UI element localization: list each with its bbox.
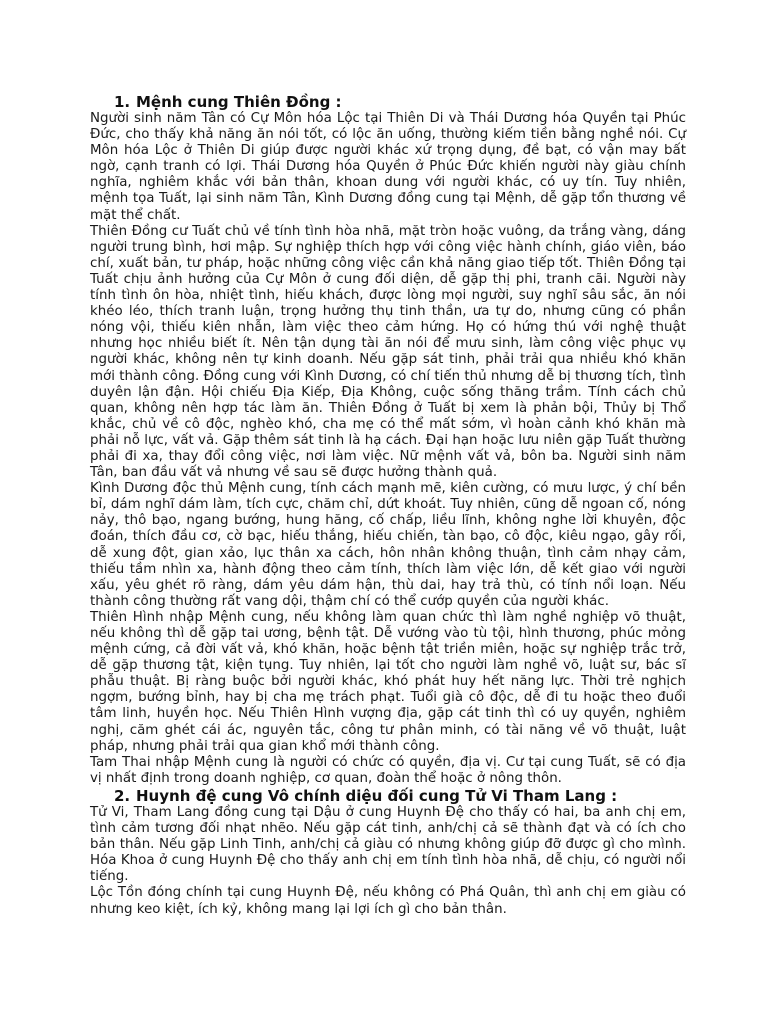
section-1-paragraph-3: Kình Dương độc thủ Mệnh cung, tính cách mạnh mẽ, kiên cường, có mưu lược, ý chí bền bỉ, dám nghĩ dám làm, tích cực, chăm chỉ, dứt khoát. Tuy nhiên, cũng dễ ngoan cố, nóng nảy, thô bạo, ngang bướng, hung hăng, cố chấp, liều lĩnh, không nghe lời khuyên, độc đoán, thích đầu cơ, cờ bạc, hiếu thắng, hiếu chiến, tàn bạo, cô độc, kiêu ngạo, gây rối, dễ xung đột, gian xảo, lục thân xa cách, hôn nhân không thuận, tình cảm nhạy cảm, thiếu tầm nhìn xa, hành động theo cảm tính, thích làm việc lớn, dễ kết giao với người xấu, yêu ghét rõ ràng, dám yêu dám hận, thù dai, hay trả thù, có tính nổi loạn. Nếu thành công thường rất vang dội, thậm chí có thể cướp quyền của người khác. bbox=[90, 481, 686, 609]
section-2-paragraph-1: Tử Vi, Tham Lang đồng cung tại Dậu ở cung Huynh Đệ cho thấy có hai, ba anh chị em, tình cảm tương đối nhạt nhẽo. Nếu gặp cát tinh, anh/chị cả sẽ thành đạt và có ích cho bản thân. Nếu gặp Linh Tinh, anh/chị cả giàu có nhưng không giúp đỡ được gì cho mình. Hóa Khoa ở cung Huynh Đệ cho thấy anh chị em tính tình hòa nhã, dễ chịu, có người nổi tiếng. bbox=[90, 804, 686, 885]
section-1-paragraph-1: Người sinh năm Tân có Cự Môn hóa Lộc tại Thiên Di và Thái Dương hóa Quyền tại Phúc Đức, cho thấy khả năng ăn nói tốt, có lộc ăn uống, thường kiếm tiền bằng nghề nói. Cự Môn hóa Lộc ở Thiên Di giúp được người khác xứ trọng dụng, đề bạt, có vận may bất ngờ, cạnh tranh có lợi. Thái Dương hóa Quyền ở Phúc Đức khiến người này giàu chính nghĩa, nghiêm khắc với bản thân, khoan dung với người khác, có uy tín. Tuy nhiên, mệnh tọa Tuất, lại sinh năm Tân, Kình Dương đồng cung tại Mệnh, dễ gặp tổn thương về mặt thể chất. bbox=[90, 111, 686, 223]
section-2-paragraph-2: Lộc Tồn đóng chính tại cung Huynh Đệ, nếu không có Phá Quân, thì anh chị em giàu có nhưng keo kiệt, ích kỷ, không mang lại lợi ích gì cho bản thân. bbox=[90, 885, 686, 917]
section-1-paragraph-4: Thiên Hình nhập Mệnh cung, nếu không làm quan chức thì làm nghề nghiệp võ thuật, nếu không thì dễ gặp tai ương, bệnh tật. Dễ vướng vào tù tội, hình thương, phúc mỏng mệnh cứng, cả đời vất vả, khó khăn, hoặc bệnh tật triền miên, hoặc sự nghiệp trắc trở, dễ gặp thương tật, kiện tụng. Tuy nhiên, lại tốt cho người làm nghề võ, luật sư, bác sĩ phẫu thuật. Bị ràng buộc bởi người khác, khó phát huy hết năng lực. Thời trẻ nghịch ngợm, bướng bỉnh, hay bị cha mẹ trách phạt. Tuổi già cô độc, dễ đi tu hoặc theo đuổi tâm linh, huyền học. Nếu Thiên Hình vượng địa, gặp cát tinh thì có uy quyền, nghiêm nghị, căm ghét cái ác, nguyên tắc, công tư phân minh, có tài năng về võ thuật, luật pháp, nhưng phải trải qua gian khổ mới thành công. bbox=[90, 609, 686, 754]
section-1-number: 1. bbox=[114, 93, 131, 111]
section-2-heading bbox=[90, 787, 686, 805]
section-1-heading bbox=[90, 93, 686, 111]
document-page bbox=[90, 93, 686, 918]
section-2-title: Huynh đệ cung Vô chính diệu đối cung Tử Vi Tham Lang : bbox=[136, 786, 618, 805]
section-2-number: 2. bbox=[114, 786, 131, 805]
section-1-paragraph-2: Thiên Đồng cư Tuất chủ về tính tình hòa nhã, mặt tròn hoặc vuông, da trắng vàng, dáng người trung bình, hơi mập. Sự nghiệp thích hợp với công việc hành chính, giáo viên, báo chí, xuất bản, tư pháp, hoặc những công việc cần khả năng giao tiếp tốt. Thiên Đồng tại Tuất chịu ảnh hưởng của Cự Môn ở cung đối diện, dễ gặp thị phi, tranh cãi. Người này tính tình ôn hòa, nhiệt tình, hiếu khách, được lòng mọi người, suy nghĩ sâu sắc, ăn nói khéo léo, thích tranh luận, trọng hưởng thụ tinh thần, ưa tự do, nhưng cũng có phần nóng vội, thiếu kiên nhẫn, làm việc theo cảm hứng. Họ có hứng thú với nghệ thuật nhưng học nhiều biết ít. Nên tận dụng tài ăn nói để mưu sinh, làm công việc phục vụ người khác, không nên tự kinh doanh. Nếu gặp sát tinh, phải trải qua nhiều khó khăn mới thành công. Đồng cung với Kình Dương, có chí tiến thủ nhưng dễ bị thương tích, tình duyên lận đận. Hội chiếu Địa Kiếp, Địa Không, cuộc sống thăng trầm. Tính cách chủ quan, không nên hợp tác làm ăn. Thiên Đồng ở Tuất bị xem là phản bội, Thủy bị Thổ khắc, chủ về cô độc, nghèo khó, cha mẹ có thể mất sớm, vì hoàn cảnh khó khăn mà phải nỗ lực, vất vả. Gặp thêm sát tinh là hạ cách. Đại hạn hoặc lưu niên gặp Tuất thường phải đi xa, thay đổi công việc, nơi làm việc. Nữ mệnh vất vả, bôn ba. Người sinh năm Tân, ban đầu vất vả nhưng về sau sẽ được hưởng thành quả. bbox=[90, 223, 686, 481]
section-1-title: Mệnh cung Thiên Đồng : bbox=[136, 93, 342, 111]
section-1-paragraph-5: Tam Thai nhập Mệnh cung là người có chức có quyền, địa vị. Cư tại cung Tuất, sẽ có địa vị nhất định trong doanh nghiệp, cơ quan, đoàn thể hoặc ở nông thôn. bbox=[90, 754, 686, 786]
